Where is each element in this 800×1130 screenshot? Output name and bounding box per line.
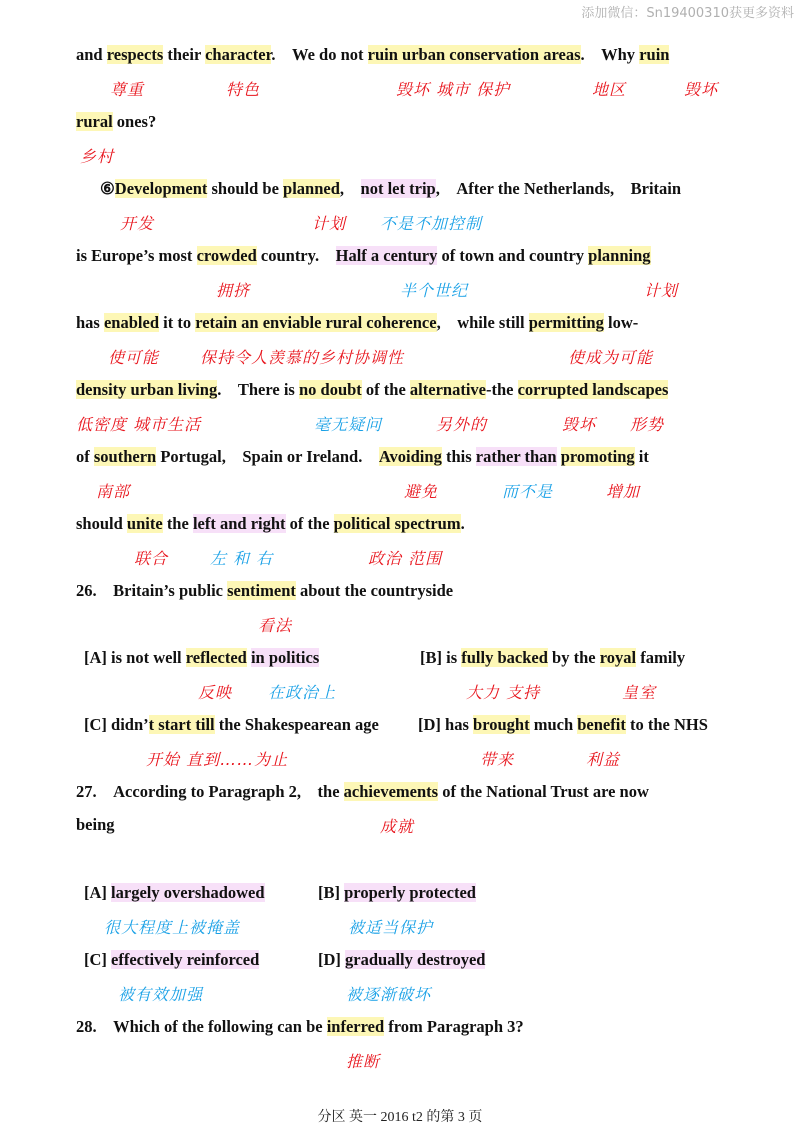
question-28 <box>76 1016 524 1038</box>
line-text: , while still <box>436 313 529 332</box>
line-text: from Paragraph 3? <box>384 1017 524 1036</box>
highlighted-phrase: planning <box>588 246 651 265</box>
annotation: 南部 <box>96 482 131 501</box>
line-text: this <box>441 447 476 466</box>
line-text: by the <box>547 648 600 667</box>
annotation: 毫无疑问 <box>314 415 383 434</box>
line-text: of <box>76 447 94 466</box>
highlighted-phrase-alt: properly protected <box>344 883 476 902</box>
annotation: 开发 <box>120 214 155 233</box>
annotation: 政治 范围 <box>368 549 443 568</box>
annotation: 地区 <box>592 80 627 99</box>
line-text: [D] has <box>418 715 474 734</box>
line-text: . We do not <box>271 45 368 64</box>
highlighted-phrase: achievements <box>343 782 439 801</box>
highlighted-phrase: alternative <box>409 380 486 399</box>
annotation: 使成为可能 <box>568 348 654 367</box>
line-text: country. <box>256 246 336 265</box>
line-text: of the <box>361 380 410 399</box>
option-26-d <box>418 714 708 736</box>
text-line <box>76 446 649 468</box>
option-26-b <box>420 647 685 669</box>
line-text: Portugal, Spain or Ireland. <box>156 447 379 466</box>
annotation: 被逐渐破坏 <box>346 985 432 1004</box>
highlighted-phrase: corrupted landscapes <box>517 380 669 399</box>
line-text: family <box>636 648 686 667</box>
annotation: 保持令人羡慕的乡村协调性 <box>200 348 405 367</box>
highlighted-phrase: Avoiding <box>378 447 442 466</box>
annotation: 毁坏 <box>562 415 597 434</box>
annotation: 开始 直到……为止 <box>146 750 289 769</box>
line-text: -the <box>485 380 518 399</box>
highlighted-phrase: political spectrum <box>333 514 461 533</box>
annotation: 计划 <box>644 281 679 300</box>
line-text: much <box>529 715 578 734</box>
text-line <box>76 379 668 401</box>
highlighted-phrase: t start till <box>148 715 215 734</box>
option-27-c <box>84 949 259 971</box>
line-text: 27. According to Paragraph 2, the <box>76 782 344 801</box>
annotation: 很大程度上被掩盖 <box>104 918 241 937</box>
highlighted-phrase: sentiment <box>227 581 296 600</box>
line-text: , After the Netherlands, Britain <box>435 179 682 198</box>
line-text: [B] <box>318 883 345 902</box>
highlighted-phrase: ruin urban conservation areas <box>367 45 581 64</box>
annotation: 形势 <box>630 415 665 434</box>
highlighted-phrase-alt: rather than <box>475 447 557 466</box>
text-line <box>76 513 465 535</box>
line-text: [D] <box>318 950 346 969</box>
line-text: . <box>460 514 465 533</box>
line-text: the Shakespearean age <box>214 715 379 734</box>
annotation: 半个世纪 <box>400 281 469 300</box>
annotation: 看法 <box>258 616 293 635</box>
highlighted-phrase: permitting <box>528 313 604 332</box>
annotation: 联合 <box>134 549 169 568</box>
highlighted-phrase: density urban living <box>76 380 218 399</box>
line-text: of town and country <box>437 246 589 265</box>
line-text: [C] didn’ <box>84 715 149 734</box>
annotation: 利益 <box>586 750 621 769</box>
highlighted-phrase: planned <box>283 179 340 198</box>
annotation: 而不是 <box>502 482 554 501</box>
annotation: 反映 <box>198 683 233 702</box>
highlighted-phrase-alt: Half a century <box>335 246 438 265</box>
highlighted-phrase-alt: left and right <box>192 514 286 533</box>
annotation: 皇室 <box>622 683 657 702</box>
highlighted-phrase: southern <box>93 447 157 466</box>
highlighted-phrase: benefit <box>577 715 626 734</box>
line-text: [B] is <box>420 648 462 667</box>
annotation: 被适当保护 <box>348 918 434 937</box>
annotation: 大力 支持 <box>466 683 541 702</box>
highlighted-phrase: royal <box>599 648 637 667</box>
line-text: has <box>76 313 104 332</box>
annotation: 计划 <box>312 214 347 233</box>
question-27-cont <box>76 814 115 836</box>
annotation: 在政治上 <box>268 683 337 702</box>
question-27 <box>76 781 649 803</box>
option-27-b <box>318 882 476 904</box>
line-text: ones? <box>112 112 157 131</box>
text-line <box>76 44 669 66</box>
text-line <box>76 111 156 133</box>
annotation: 左 和 右 <box>210 549 274 568</box>
annotation: 特色 <box>226 80 261 99</box>
highlighted-phrase-alt: effectively reinforced <box>111 950 260 969</box>
option-26-a <box>84 647 319 669</box>
annotation: 增加 <box>606 482 641 501</box>
highlighted-phrase-alt: gradually destroyed <box>345 950 486 969</box>
page-footer: 分区 英一 2016 t2 的第 3 页 <box>317 1110 483 1125</box>
line-text: . There is <box>217 380 299 399</box>
highlighted-phrase-alt: not let trip <box>360 179 436 198</box>
line-text: of the <box>285 514 334 533</box>
option-27-d <box>318 949 485 971</box>
annotation: 乡村 <box>80 147 115 166</box>
line-text: should <box>76 514 127 533</box>
highlighted-phrase: character <box>205 45 272 64</box>
highlighted-phrase: promoting <box>560 447 635 466</box>
line-text: should be <box>207 179 284 198</box>
highlighted-phrase: reflected <box>185 648 247 667</box>
line-text: is Europe’s most <box>76 246 197 265</box>
line-text: , <box>339 179 361 198</box>
line-text: and <box>76 45 107 64</box>
annotation: 毁坏 城市 保护 <box>396 80 511 99</box>
option-27-a <box>84 882 265 904</box>
line-text: it to <box>159 313 196 332</box>
annotation: 不是不加控制 <box>380 214 483 233</box>
line-text: being <box>76 815 115 834</box>
highlighted-phrase: rural <box>76 112 113 131</box>
text-line <box>76 245 651 267</box>
highlighted-phrase: no doubt <box>298 380 362 399</box>
line-text: ⑥ <box>100 179 115 198</box>
line-text: about the countryside <box>295 581 454 600</box>
annotation: 低密度 城市生活 <box>76 415 202 434</box>
annotation: 带来 <box>480 750 515 769</box>
highlighted-phrase-alt: largely overshadowed <box>111 883 265 902</box>
highlighted-phrase: respects <box>106 45 164 64</box>
option-26-c <box>84 714 379 736</box>
annotation: 另外的 <box>436 415 488 434</box>
line-text: [A] <box>84 883 112 902</box>
line-text: it <box>634 447 649 466</box>
annotation: 被有效加强 <box>118 985 204 1004</box>
highlighted-phrase: retain an enviable rural coherence <box>195 313 437 332</box>
line-text: low- <box>603 313 639 332</box>
annotation: 拥挤 <box>216 281 251 300</box>
annotation: 避免 <box>404 482 439 501</box>
line-text: [C] <box>84 950 112 969</box>
highlighted-phrase: unite <box>126 514 163 533</box>
annotation: 毁坏 <box>684 80 719 99</box>
line-text: their <box>163 45 206 64</box>
text-line <box>76 312 638 334</box>
highlighted-phrase: Development <box>114 179 208 198</box>
highlighted-phrase: inferred <box>326 1017 385 1036</box>
line-text: 28. Which of the following can be <box>76 1017 327 1036</box>
text-line <box>100 178 681 200</box>
line-text: . Why <box>580 45 640 64</box>
highlighted-phrase-alt: in politics <box>250 648 320 667</box>
line-text: [A] is not well <box>84 648 186 667</box>
highlighted-phrase: ruin <box>639 45 670 64</box>
annotation: 成就 <box>380 817 415 836</box>
watermark: 添加微信：Sn19400310获更多资料 <box>581 6 794 21</box>
line-text: of the National Trust are now <box>438 782 649 801</box>
annotation: 推断 <box>346 1052 381 1071</box>
question-26 <box>76 580 453 602</box>
line-text: the <box>162 514 193 533</box>
highlighted-phrase: enabled <box>103 313 159 332</box>
highlighted-phrase: fully backed <box>461 648 548 667</box>
highlighted-phrase: crowded <box>196 246 257 265</box>
line-text: 26. Britain’s public <box>76 581 228 600</box>
highlighted-phrase: brought <box>473 715 530 734</box>
line-text: to the NHS <box>625 715 708 734</box>
annotation: 使可能 <box>108 348 160 367</box>
annotation: 尊重 <box>110 80 145 99</box>
